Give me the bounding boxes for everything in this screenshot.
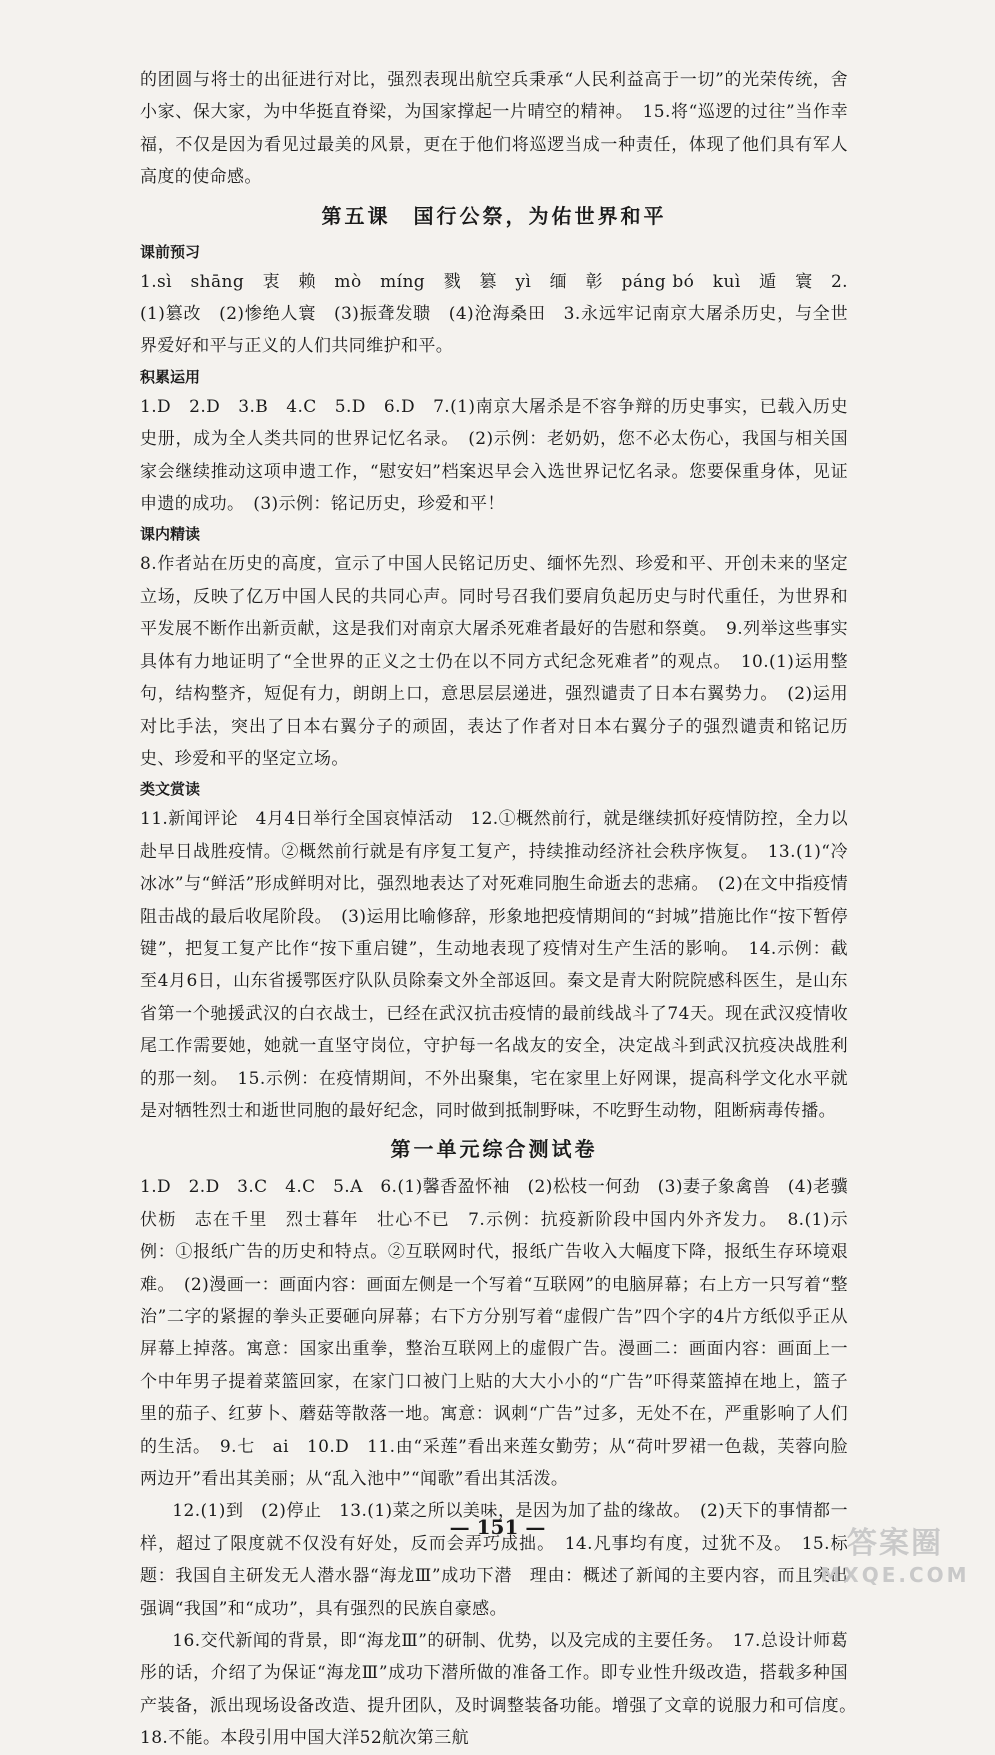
answer-paragraph: 8.作者站在历史的高度，宣示了中国人民铭记历史、缅怀先烈、珍爱和平、开创未来的坚定立场，反映了亿万中国人民的共同心声。同时号召我们要肩负起历史与时代重任，为世界和平发展不断作出新贡献，这是我们对南京大屠杀死难者最好的告慰和祭奠。 9.列举这些事实具体有力地证明了“全世界的正义之士仍在以不同方式纪念死难者”的观点。 10.(1)运用整句，结构整齐，短促有力，朗朗上口，意思层层递进，强烈谴责了日本右翼势力。 (2)运用对比手法，突出了日本右翼分子的顽固，表达了作者对日本右翼分子的强烈谴责和铭记历史、珍爱和平的坚定立场。 xyxy=(140,554,848,769)
section-heading: 第一单元综合测试卷 xyxy=(390,1137,598,1162)
subsection-label: 积累运用 xyxy=(140,367,201,386)
subsection-label: 课前预习 xyxy=(140,242,201,261)
page-content xyxy=(140,64,866,1755)
answer-paragraph: 1.sì shāng 衷 赖 mò míng 戮 篡 yì 缅 彰 páng bó kuì 遁 寰 2.(1)篡改 (2)惨绝人寰 (3)振聋发聩 (4)沧海桑田 3.永远牢记南京大屠杀历史，与全世界爱好和平与正义的人们共同维护和平。 xyxy=(140,271,848,357)
subsection-label: 类文赏读 xyxy=(140,780,201,799)
answer-paragraph: 11.新闻评论 4月4日举行全国哀悼活动 12.①概然前行，就是继续抓好疫情防控，全力以赴早日战胜疫情。②概然前行就是有序复工复产，持续推动经济社会秩序恢复。 13.(1)“冷冰冰”与“鲜活”形成鲜明对比，强烈地表达了对死难同胞生命逝去的悲痛。 (2)在文中指疫情阻击战的最后收尾阶段。 (3)运用比喻修辞，形象地把疫情期间的“封城”措施比作“按下暂停键”，把复工复产比作“按下重启键”，生动地表现了疫情对生产生活的影响。 14.示例：截至4月6日，山东省援鄂医疗队队员除秦文外全部返回。秦文是青大附院院感科医生，是山东省第一个驰援武汉的白衣战士，已经在武汉抗击疫情的最前线战斗了74天。现在武汉疫情收尾工作需要她，她就一直坚守岗位，守护每一名战友的安全，决定战斗到武汉抗疫决战胜利的那一刻。 15.示例：在疫情期间，不外出聚集，宅在家里上好网课，提高科学文化水平就是对牺牲烈士和逝世同胞的最好纪念，同时做到抵制野味，不吃野生动物，阻断病毒传播。 xyxy=(140,809,848,1121)
answer-paragraph: 1.D 2.D 3.B 4.C 5.D 6.D 7.(1)南京大屠杀是不容争辩的历史事实，已载入历史史册，成为全人类共同的世界记忆名录。 (2)示例：老奶奶，您不必太伤心，我国与相关国家会继续推动这项申遗工作，“慰安妇”档案迟早会入选世界记忆名录。您要保重身体，见证申遗的成功。 (3)示例：铭记历史，珍爱和平！ xyxy=(140,396,848,515)
answer-paragraph: 12.(1)到 (2)停止 13.(1)菜之所以美味，是因为加了盐的缘故。 (2)天下的事情都一样，超过了限度就不仅没有好处，反而会弄巧成拙。 14.凡事均有度，过犹不及。 15.标题：我国自主研发无人潜水器“海龙Ⅲ”成功下潜 理由：概述了新闻的主要内容，而且突出强调“我国”和“成功”，具有强烈的民族自豪感。 xyxy=(140,1501,848,1619)
site-watermark xyxy=(810,1525,980,1595)
section-heading: 第五课 国行公祭，为佑世界和平 xyxy=(321,203,667,228)
answer-paragraph: 1.D 2.D 3.C 4.C 5.A 6.(1)馨香盈怀袖 (2)松枝一何劲 (3)妻子象禽兽 (4)老骥伏枥 志在千里 烈士暮年 壮心不已 7.示例：抗疫新阶段中国内外齐发力。 8.(1)示例：①报纸广告的历史和特点。②互联网时代，报纸广告收入大幅度下降，报纸生存环境艰难。 (2)漫画一：画面内容：画面左侧是一个写着“互联网”的电脑屏幕；右上方一只写着“整治”二字的紧握的拳头正要砸向屏幕；右下方分别写着“虚假广告”四个字的4片方纸似乎正从屏幕上掉落。寓意：国家出重拳，整治互联网上的虚假广告。漫画二：画面内容：画面上一个中年男子提着菜篮回家，在家门口被门上贴的大大小小的“广告”吓得菜篮掉在地上，篮子里的茄子、红萝卜、蘑菇等散落一地。寓意：讽刺“广告”过多，无处不在，严重影响了人们的生活。 9.七 ai 10.D 11.由“采莲”看出来莲女勤劳；从“荷叶罗裙一色裁，芙蓉向脸两边开”看出其美丽；从“乱入池中”“闻歌”看出其活泼。 xyxy=(140,1177,848,1490)
subsection-label: 课内精读 xyxy=(140,525,201,544)
watermark-logo-text: 答案圈 xyxy=(847,1526,943,1561)
watermark-url: MXQE.COM xyxy=(820,1563,970,1587)
answer-paragraph: 的团圆与将士的出征进行对比，强烈表现出航空兵秉承“人民利益高于一切”的光荣传统，舍小家、保大家，为中华挺直脊梁，为国家撑起一片晴空的精神。 15.将“巡逻的过往”当作幸福，不仅是因为看见过最美的风景，更在于他们将巡逻当成一种责任，体现了他们具有军人高度的使命感。 xyxy=(140,70,848,188)
page-number: — 151 — xyxy=(449,1515,546,1539)
answer-paragraph: 16.交代新闻的背景，即“海龙Ⅲ”的研制、优势，以及完成的主要任务。 17.总设计师葛彤的话，介绍了为保证“海龙Ⅲ”成功下潜所做的准备工作。即专业性升级改造，搭载多种国产装备，派出现场设备改造、提升团队，及时调整装备功能。增强了文章的说服力和可信度。 18.不能。本段引用中国大洋52航次第三航 xyxy=(140,1631,866,1749)
